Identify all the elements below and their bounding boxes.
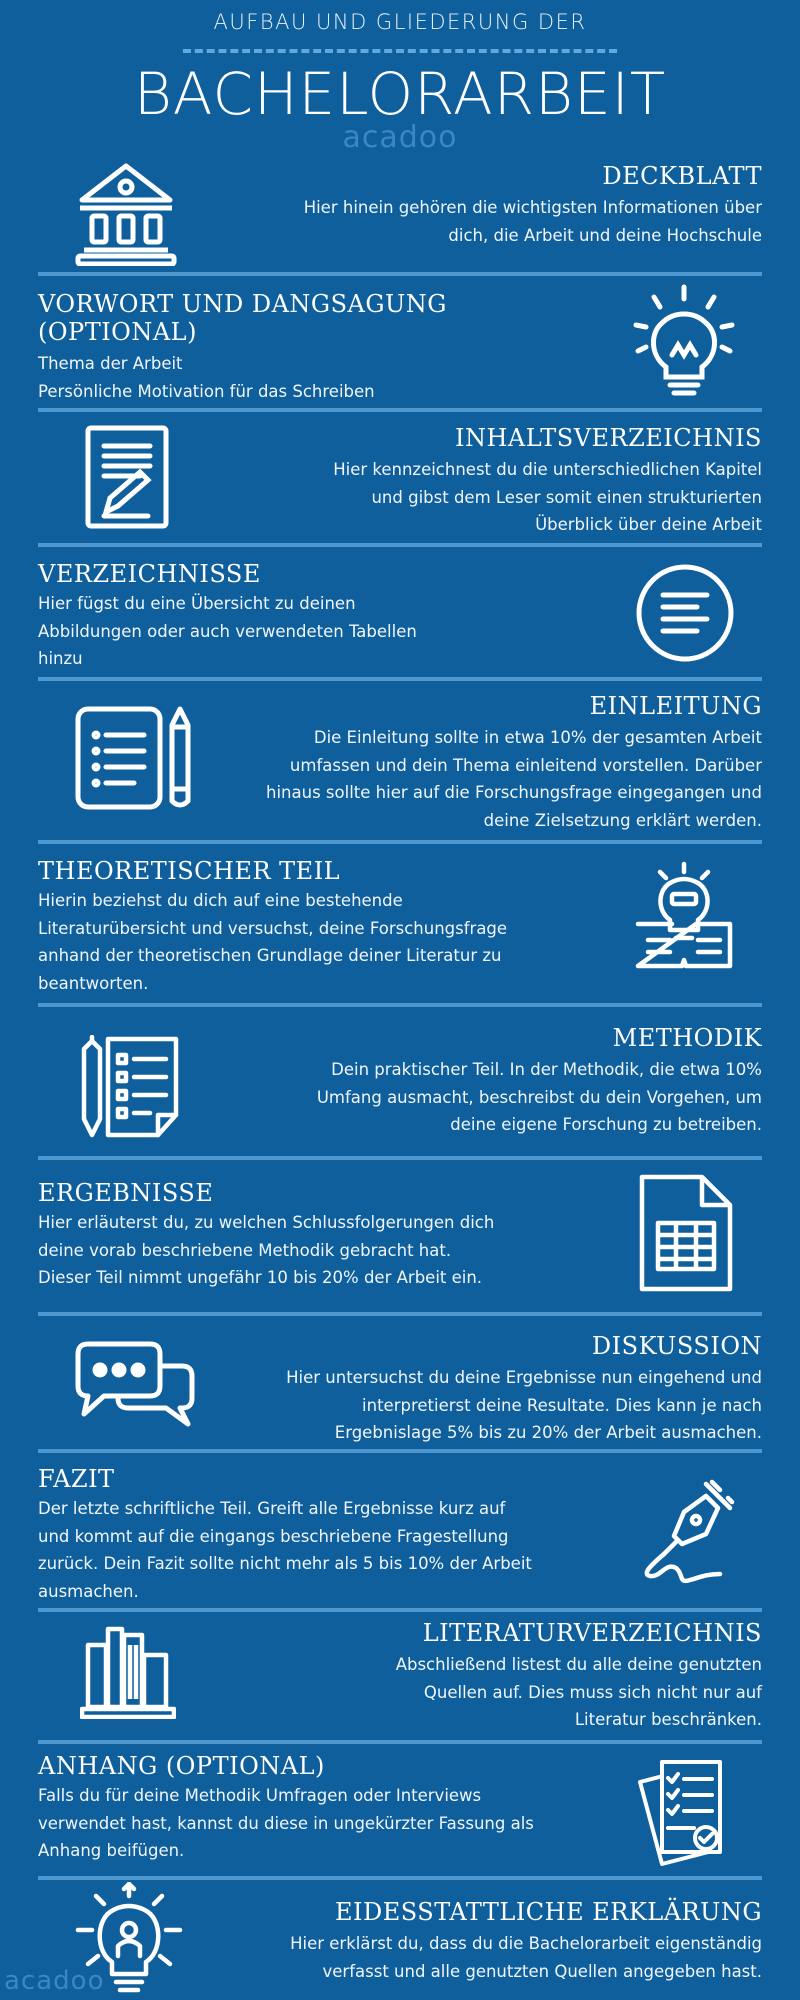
- section-divider: [38, 408, 762, 412]
- section-text: Falls du für deine Methodik Umfragen oder Interviews verwendet hast, kannst du diese in ungekürzter Fassung als Anhang beifügen.: [38, 1786, 534, 1860]
- section-title: ANHANG (OPTIONAL): [38, 1752, 325, 1780]
- section-title: ERGEBNISSE: [38, 1179, 214, 1207]
- section-literaturverzeichnis: [38, 1617, 762, 1747]
- section-divider: [38, 1740, 762, 1744]
- footer-brand-logo: acadoo: [4, 1966, 105, 1996]
- section-title: VORWORT UND DANGSAGUNG (OPTIONAL): [38, 290, 447, 346]
- section-text: Hier fügst du eine Übersicht zu deinen Abbildungen oder auch verwendeten Tabellen hinzu: [38, 594, 417, 668]
- section-divider: [38, 1156, 762, 1160]
- section-divider: [38, 1608, 762, 1612]
- section-title: EIDESSTATTLICHE ERKLÄRUNG: [334, 1898, 762, 1926]
- section-text: Die Einleitung sollte in etwa 10% der gesamten Arbeit umfassen und dein Thema einleitend vorstellen. Darüber hinaus sollte hier auf die Forschungsfrage eingegangen und deine Zielsetzung erklärt werden.: [266, 728, 762, 830]
- section-title: DECKBLATT: [602, 162, 762, 190]
- section-text: Hier untersuchst du deine Ergebnisse nun eingehend und interpretierst deine Resultate. Dies kann je nach Ergebnislage 5% bis zu 20% der Arbeit ausmachen.: [286, 1368, 762, 1442]
- section-eidesstattliche-erklaerung: [38, 1896, 762, 1996]
- header-dashed-divider: [183, 49, 617, 53]
- section-text: Der letzte schriftliche Teil. Greift alle Ergebnisse kurz auf und kommt auf die eingangs beschriebene Fragestellung zurück. Dein Fazit sollte nicht mehr als 5 bis 10% der Arbeit ausmachen.: [38, 1499, 532, 1601]
- section-title: EINLEITUNG: [589, 692, 762, 720]
- section-title: INHALTSVERZEICHNIS: [455, 424, 762, 452]
- header: [0, 0, 800, 155]
- section-divider: [38, 677, 762, 681]
- section-divider: [38, 1449, 762, 1453]
- section-einleitung: [38, 690, 762, 840]
- light-bulb-icon: [632, 283, 736, 403]
- section-text: Hier erläuterst du, zu welchen Schlussfolgerungen dich deine vorab beschriebene Methodik gebracht hat. Dieser Teil nimmt ungefähr 10 bis 20% der Arbeit ein.: [38, 1213, 495, 1287]
- spreadsheet-file-icon: [638, 1173, 734, 1293]
- section-text: Hier erklärst du, dass du die Bachelorarbeit eigenständig verfasst und alle genutzten Quellen angegeben hast.: [290, 1934, 762, 1981]
- text-lines-circle-icon: [635, 563, 735, 663]
- section-divider: [38, 1876, 762, 1880]
- section-title: FAZIT: [38, 1465, 115, 1493]
- section-divider: [38, 543, 762, 547]
- section-title: VERZEICHNISSE: [38, 560, 261, 588]
- section-text: Hier kennzeichnest du die unterschiedlichen Kapitel und gibst dem Leser somit einen strukturierten Überblick über deine Arbeit: [333, 460, 762, 534]
- brand-logo: acadoo: [342, 120, 458, 155]
- section-methodik: [38, 1022, 762, 1152]
- section-inhaltsverzeichnis: [38, 422, 762, 542]
- section-title: LITERATURVERZEICHNIS: [422, 1619, 762, 1647]
- section-diskussion: [38, 1330, 762, 1460]
- section-text: Hier hinein gehören die wichtigsten Informationen über dich, die Arbeit und deine Hochschule: [303, 198, 762, 245]
- section-title: THEORETISCHER TEIL: [38, 857, 341, 885]
- section-text: Dein praktischer Teil. In der Methodik, die etwa 10% Umfang ausmacht, beschreibst du dein Vorgehen, um deine eigene Forschung zu betreiben.: [316, 1060, 762, 1134]
- section-divider: [38, 840, 762, 844]
- section-title: METHODIK: [612, 1024, 762, 1052]
- section-text: Hierin beziehst du dich auf eine bestehende Literaturübersicht und versuchst, deine Forschungsfrage anhand der theoretischen Grundlage deiner Literatur zu beantworten.: [38, 891, 508, 993]
- section-divider: [38, 1003, 762, 1007]
- section-divider: [38, 272, 762, 276]
- page-title: BACHELORARBEIT: [133, 60, 667, 128]
- section-text: Thema der Arbeit Persönliche Motivation für das Schreiben: [38, 354, 375, 401]
- fountain-pen-icon: [636, 1478, 736, 1588]
- bulb-book-icon: [632, 860, 736, 970]
- section-text: Abschließend listest du alle deine genutzten Quellen auf. Dies muss sich nicht nur auf Literatur beschränken.: [395, 1655, 762, 1729]
- section-deckblatt: [38, 160, 762, 270]
- section-divider: [38, 1312, 762, 1316]
- header-subtitle: AUFBAU UND GLIEDERUNG DER: [213, 10, 587, 34]
- section-title: DISKUSSION: [591, 1332, 762, 1360]
- documents-stack-icon: [634, 1758, 742, 1866]
